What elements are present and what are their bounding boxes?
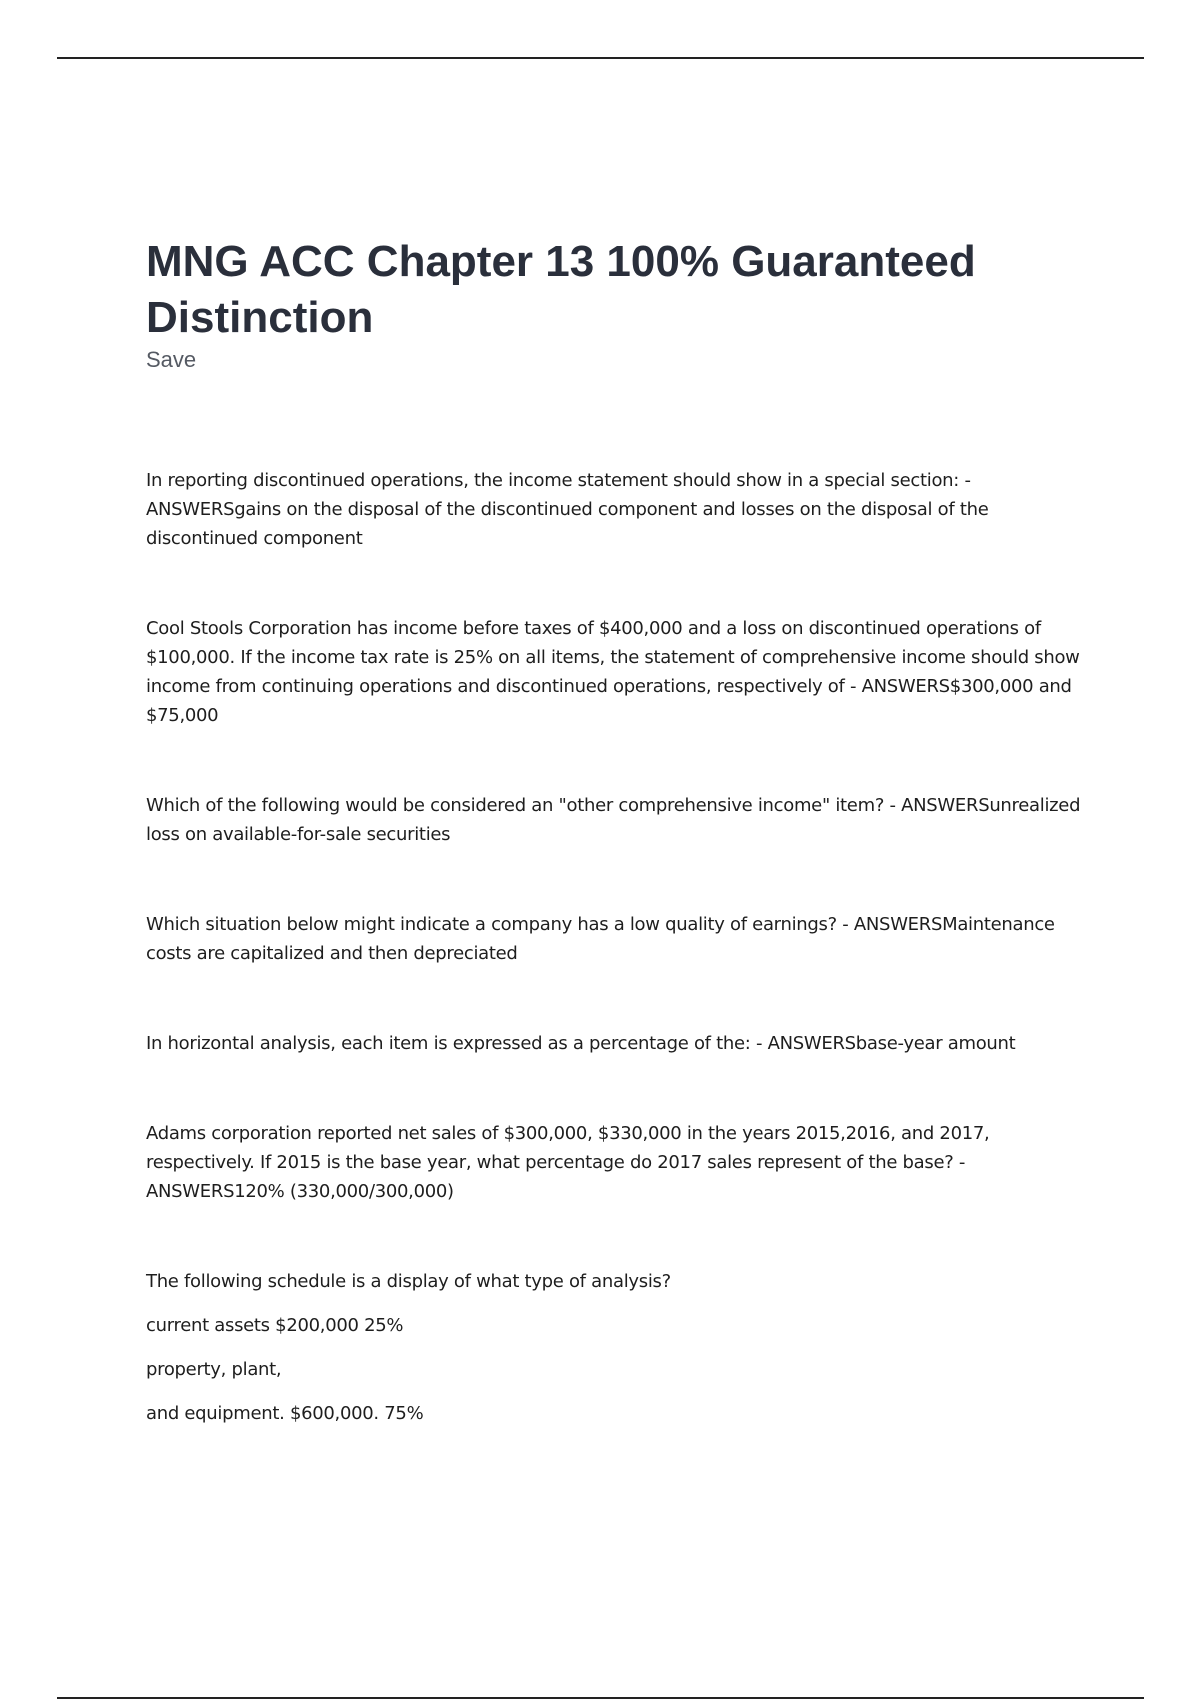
- document-body: [146, 234, 1096, 1443]
- save-link[interactable]: Save: [146, 347, 197, 372]
- schedule-line: and equipment. $600,000. 75%: [146, 1403, 424, 1424]
- qa-list: [146, 466, 1096, 1428]
- qa-item: Adams corporation reported net sales of $300,000, $330,000 in the years 2015,2016, and 2017, respectively. If 2015 is the base year, what percentage do 2017 sales represent of the base? - ANSWERS120% (330,000/300,000): [146, 1123, 990, 1202]
- qa-item: Which situation below might indicate a company has a low quality of earnings? - ANSWERSMaintenance costs are capitalized and then depreciated: [146, 914, 1055, 964]
- qa-item: Which of the following would be considered an "other comprehensive income" item? - ANSWERSunrealized loss on available-for-sale securities: [146, 795, 1081, 845]
- schedule-line: current assets $200,000 25%: [146, 1315, 404, 1336]
- qa-item: In horizontal analysis, each item is expressed as a percentage of the: - ANSWERSbase-year amount: [146, 1033, 1016, 1054]
- qa-item: In reporting discontinued operations, the income statement should show in a special section: - ANSWERSgains on the disposal of the discontinued component and losses on the disposal of the discontinued component: [146, 470, 989, 549]
- bottom-divider: [57, 1697, 1144, 1699]
- top-divider: [57, 57, 1144, 59]
- schedule-block: [146, 1267, 1096, 1428]
- schedule-line: property, plant,: [146, 1359, 282, 1380]
- document-title: MNG ACC Chapter 13 100% Guaranteed Distinction: [146, 237, 976, 342]
- schedule-question: The following schedule is a display of what type of analysis?: [146, 1271, 671, 1292]
- qa-item: Cool Stools Corporation has income before taxes of $400,000 and a loss on discontinued operations of $100,000. If the income tax rate is 25% on all items, the statement of comprehensive income should show income from continuing operations and discontinued operations, respectively of - ANSWERS$300,000 and $75,000: [146, 618, 1080, 726]
